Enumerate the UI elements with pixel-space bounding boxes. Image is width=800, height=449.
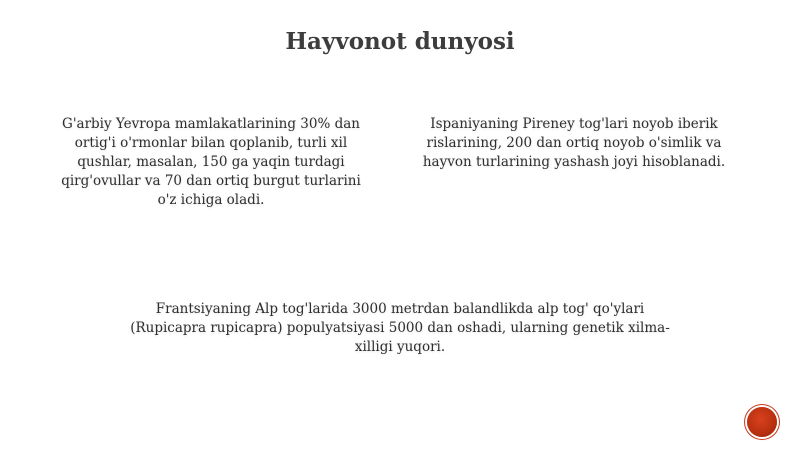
paragraph-spain-pyrenees: Ispaniyaning Pireney tog'lari noyob iberik rislarining, 200 dan ortiq noyob o'simlik va hayvon turlarining yashash joyi hisoblanadi. — [422, 116, 726, 170]
paragraph-western-europe: G'arbiy Yevropa mamlakatlarining 30% dan ortig'i o'rmonlar bilan qoplanib, turli xil qushlar, masalan, 150 ga yaqin turdagi qirg'ovullar va 70 dan ortiq burgut turlarini o'z ichiga oladi. — [61, 116, 361, 208]
paragraph-france-alps: Frantsiyaning Alp tog'larida 3000 metrdan balandlikda alp tog' qo'ylari (Rupicapra rupicapra) populyatsiyasi 5000 dan oshadi, ularning genetik xilma-xilligi yuqori. — [130, 301, 670, 355]
slide-title: Hayvonot dunyosi — [285, 28, 515, 55]
circle-button-icon[interactable] — [747, 407, 777, 437]
